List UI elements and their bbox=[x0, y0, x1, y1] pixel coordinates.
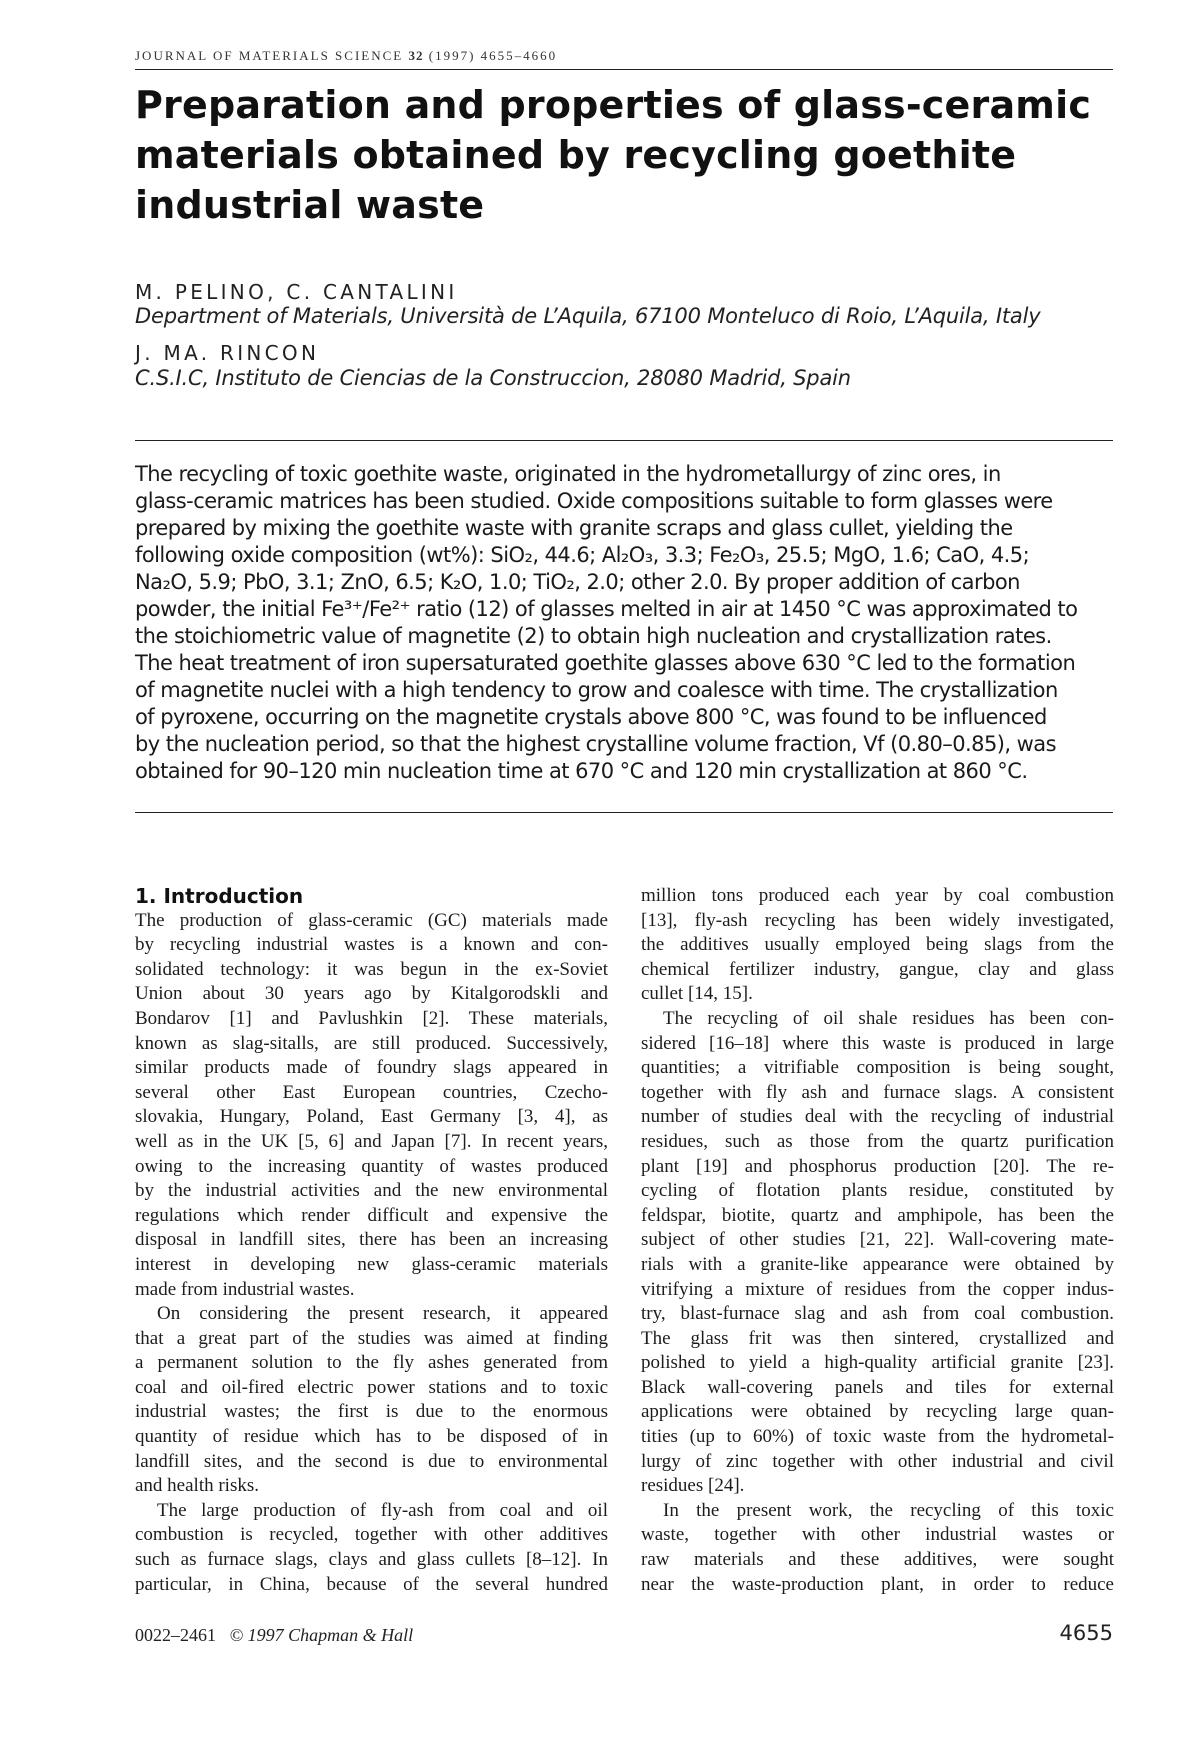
author-names: M. PELINO, C. CANTALINI bbox=[135, 280, 458, 304]
author-affiliation: Department of Materials, Università de L’Aquila, 67100 Monteluco di Roio, L’Aquila, Italy bbox=[135, 304, 1041, 328]
abstract-line: of magnetite nuclei with a high tendency to grow and coalesce with time. The crystallization bbox=[135, 678, 1058, 702]
body-text-line: a permanent solution to the fly ashes generated from bbox=[135, 1352, 608, 1374]
body-text-line: interest in developing new glass-ceramic materials bbox=[135, 1253, 608, 1275]
body-text-line: made from industrial wastes. bbox=[135, 1278, 355, 1300]
body-text-line: chemical fertilizer industry, gangue, clay and glass bbox=[641, 958, 1114, 980]
body-text-line: plant [19] and phosphorus production [20]. The re- bbox=[641, 1155, 1114, 1177]
abstract-line: Na₂O, 5.9; PbO, 3.1; ZnO, 6.5; K₂O, 1.0; TiO₂, 2.0; other 2.0. By proper addition of carbon bbox=[135, 570, 1020, 594]
body-text-line: near the waste-production plant, in order to reduce bbox=[641, 1573, 1114, 1595]
abstract-line: obtained for 90–120 min nucleation time at 670 °C and 120 min crystallization at 860 °C. bbox=[135, 759, 1028, 783]
body-text-line: Union about 30 years ago by Kitalgorodskli and bbox=[135, 983, 608, 1005]
body-text-line: The large production of fly-ash from coal and oil bbox=[157, 1499, 608, 1521]
journal-year-pages: (1997) 4655–4660 bbox=[428, 48, 558, 63]
body-text-line: cycling of flotation plants residue, constituted by bbox=[641, 1180, 1114, 1202]
body-text-line: waste, together with other industrial wastes or bbox=[641, 1524, 1114, 1546]
body-text-line: industrial wastes; the first is due to the enormous bbox=[135, 1401, 608, 1423]
abstract-line: by the nucleation period, so that the highest crystalline volume fraction, Vf (0.80–0.85), was bbox=[135, 732, 1057, 756]
section-heading: 1. Introduction bbox=[135, 884, 304, 908]
body-text-line: vitrifying a mixture of residues from the copper indus- bbox=[641, 1278, 1114, 1300]
body-text-line: sidered [16–18] where this waste is produced in large bbox=[641, 1032, 1114, 1054]
body-text-line: The production of glass-ceramic (GC) materials made bbox=[135, 909, 608, 931]
body-text-line: subject of other studies [21, 22]. Wall-covering mate- bbox=[641, 1229, 1114, 1251]
body-text-line: Bondarov [1] and Pavlushkin [2]. These materials, bbox=[135, 1007, 608, 1029]
abstract-line: following oxide composition (wt%): SiO₂, 44.6; Al₂O₃, 3.3; Fe₂O₃, 25.5; MgO, 1.6; CaO, 4.5; bbox=[135, 543, 1030, 567]
body-text-line: raw materials and these additives, were sought bbox=[641, 1549, 1114, 1571]
body-text-line: residues [24]. bbox=[641, 1475, 745, 1497]
title-line: materials obtained by recycling goethite bbox=[135, 133, 1017, 177]
author-affiliation: C.S.I.C, Instituto de Ciencias de la Construccion, 28080 Madrid, Spain bbox=[135, 366, 851, 390]
body-column-left bbox=[135, 884, 608, 1597]
title-line: Preparation and properties of glass-ceramic bbox=[135, 83, 1092, 127]
title-line: industrial waste bbox=[135, 183, 485, 227]
abstract-line: The recycling of toxic goethite waste, originated in the hydrometallurgy of zinc ores, in bbox=[135, 462, 1001, 486]
body-text-line: the additives usually employed being slags from the bbox=[641, 934, 1114, 956]
abstract-line: prepared by mixing the goethite waste with granite scraps and glass cullet, yielding the bbox=[135, 516, 1013, 540]
body-text-line: polished to yield a high-quality artificial granite [23]. bbox=[641, 1352, 1114, 1374]
body-text-line: combustion is recycled, together with other additives bbox=[135, 1524, 608, 1546]
body-text-line: disposal in landfill sites, there has been an increasing bbox=[135, 1229, 608, 1251]
header-rule bbox=[135, 69, 1113, 70]
body-text-line: cullet [14, 15]. bbox=[641, 983, 753, 1005]
body-text-line: [13], fly-ash recycling has been widely investigated, bbox=[641, 909, 1114, 931]
body-text-line: million tons produced each year by coal combustion bbox=[641, 885, 1114, 906]
body-text-line: tities (up to 60%) of toxic waste from the hydrometal- bbox=[641, 1426, 1114, 1448]
journal-volume: 32 bbox=[408, 48, 424, 63]
issn: 0022–2461 bbox=[135, 1625, 216, 1645]
body-text-line: known as slag-sitalls, are still produced. Successively, bbox=[135, 1032, 608, 1054]
body-text-line: landfill sites, and the second is due to environmental bbox=[135, 1450, 608, 1472]
abstract-line: of pyroxene, occurring on the magnetite crystals above 800 °C, was found to be influenced bbox=[135, 705, 1047, 729]
body-text-line: solidated technology: it was begun in the ex-Soviet bbox=[135, 958, 608, 980]
abstract-line: The heat treatment of iron supersaturated goethite glasses above 630 °C led to the formation bbox=[135, 651, 1076, 675]
body-text-line: by recycling industrial wastes is a known and con- bbox=[135, 934, 608, 956]
body-text-line: that a great part of the studies was aimed at finding bbox=[135, 1327, 608, 1349]
body-column-right bbox=[641, 884, 1114, 1597]
body-text-line: quantity of residue which has to be disposed of in bbox=[135, 1426, 608, 1448]
body-text-line: and health risks. bbox=[135, 1475, 260, 1497]
body-text-line: quantities; a vitrifiable composition is being sought, bbox=[641, 1057, 1114, 1079]
copyright: © 1997 Chapman & Hall bbox=[229, 1625, 414, 1645]
body-text-line: The glass frit was then sintered, crystallized and bbox=[641, 1327, 1114, 1349]
body-text-line: residues, such as those from the quartz purification bbox=[641, 1130, 1114, 1152]
abstract-line: glass-ceramic matrices has been studied. Oxide compositions suitable to form glasses were bbox=[135, 489, 1053, 513]
abstract-bottom-rule bbox=[135, 812, 1113, 813]
footer-issn-copyright bbox=[135, 1625, 413, 1646]
journal-running-header bbox=[135, 48, 1113, 64]
body-text-line: In the present work, the recycling of this toxic bbox=[663, 1499, 1114, 1521]
abstract-line: powder, the initial Fe³⁺/Fe²⁺ ratio (12) of glasses melted in air at 1450 °C was approximated to bbox=[135, 597, 1078, 621]
body-text-line: such as furnace slags, clays and glass cullets [8–12]. In bbox=[135, 1549, 608, 1571]
body-text-line: The recycling of oil shale residues has been con- bbox=[663, 1007, 1114, 1029]
article-title bbox=[135, 80, 1113, 230]
body-text-line: lurgy of zinc together with other industrial and civil bbox=[641, 1450, 1114, 1472]
body-text-line: number of studies deal with the recycling of industrial bbox=[641, 1106, 1114, 1128]
body-text-line: well as in the UK [5, 6] and Japan [7]. In recent years, bbox=[135, 1130, 608, 1152]
body-text-line: owing to the increasing quantity of wastes produced bbox=[135, 1155, 608, 1177]
body-text-line: together with fly ash and furnace slags. A consistent bbox=[641, 1081, 1114, 1103]
body-text-line: try, blast-furnace slag and ash from coal combustion. bbox=[641, 1303, 1114, 1325]
author-names: J. MA. RINCON bbox=[135, 341, 320, 365]
body-text-line: by the industrial activities and the new environmental bbox=[135, 1180, 608, 1202]
abstract-top-rule bbox=[135, 440, 1113, 441]
body-text-line: similar products made of foundry slags appeared in bbox=[135, 1057, 608, 1079]
page-number: 4655 bbox=[1059, 1621, 1113, 1645]
body-text-line: Black wall-covering panels and tiles for external bbox=[641, 1376, 1114, 1398]
body-text-line: rials with a granite-like appearance were obtained by bbox=[641, 1253, 1114, 1275]
body-text-line: several other East European countries, Czecho- bbox=[135, 1081, 608, 1103]
body-text-line: coal and oil-fired electric power stations and to toxic bbox=[135, 1376, 608, 1398]
abstract bbox=[135, 461, 1113, 785]
body-text-line: particular, in China, because of the several hundred bbox=[135, 1573, 608, 1595]
abstract-line: the stoichiometric value of magnetite (2) to obtain high nucleation and crystallization rates. bbox=[135, 624, 1052, 648]
journal-name: JOURNAL OF MATERIALS SCIENCE bbox=[135, 48, 404, 63]
body-text-line: applications were obtained by recycling large quan- bbox=[641, 1401, 1114, 1423]
body-text-line: slovakia, Hungary, Poland, East Germany [3, 4], as bbox=[135, 1106, 608, 1128]
body-text-line: On considering the present research, it appeared bbox=[157, 1303, 608, 1325]
body-text-line: feldspar, biotite, quartz and amphipole, has been the bbox=[641, 1204, 1114, 1226]
body-text-line: regulations which render difficult and expensive the bbox=[135, 1204, 608, 1226]
